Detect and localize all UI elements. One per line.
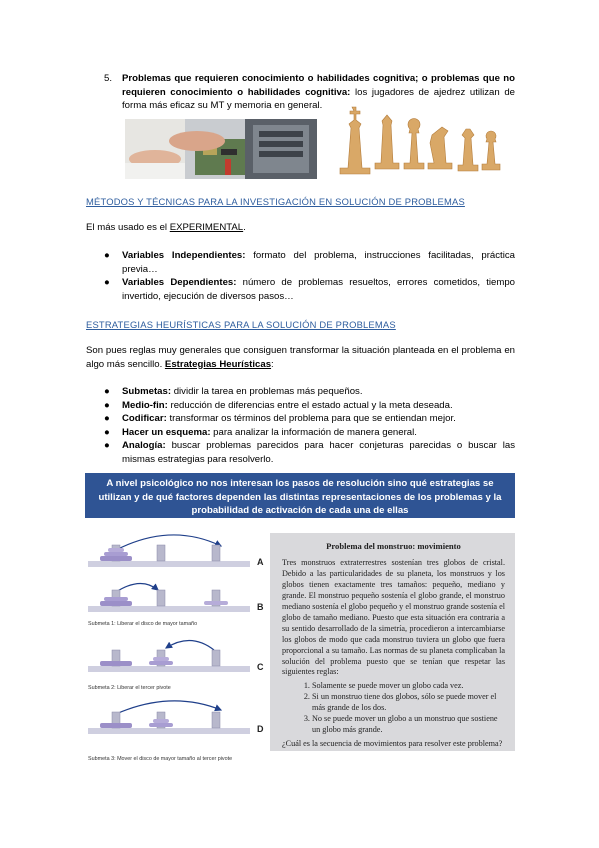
monster-problem-body: Tres monstruos extraterrestres sostenían tres globos de cristal. Debido a las particularidades de su planeta, los monstruos y los globos tienen exactamente tres tamaños: pequeño, mediano y grande. El monstruo pequeño sostenía el globo grande, el monstruo mediano sostenía el globo pequeño y el monstruo grande sostenía el globo de tamaño mediano. Puesto que esta situación era contraria a su sentido desarrollado de la simetría, procedieron a intercambiarse los globos de modo que cada monstruo tuviera un globo que fuera proporcional a su tamaño. Las normas de su planeta complicaban la solución del problema puesto que se tenían que respetar las siguientes reglas:	[282, 558, 505, 677]
list-item	[104, 412, 515, 426]
row-c-diagram	[88, 640, 250, 672]
bullet-icon: ●	[104, 413, 110, 425]
strategies-intro	[86, 344, 515, 371]
bullet-term: Variables Independientes:	[122, 250, 246, 261]
list-item: 1. Solamente se puede mover un globo cada vez.	[312, 681, 505, 692]
methods-bullet-list	[104, 249, 515, 303]
list-item: 3. No se puede mover un globo a un monstruo que sostiene un globo más grande.	[312, 714, 505, 736]
monster-rules-list	[282, 681, 505, 736]
bullet-icon: ●	[104, 250, 110, 261]
methods-intro-underlined: EXPERIMENTAL	[169, 222, 244, 233]
methods-intro-pre: El más usado es el	[86, 222, 170, 233]
bullet-icon: ●	[104, 426, 110, 438]
bullet-term: Hacer un esquema:	[122, 426, 211, 438]
list-item	[104, 249, 515, 276]
item-5-rest: los jugadores de ajedrez utilizan de forma más eficaz su MT y memoria en general.	[122, 86, 515, 112]
diagram-caption-1: Submeta 1: Liberar el disco de mayor tamaño	[88, 621, 198, 627]
bullet-term: Variables Dependientes:	[122, 277, 237, 289]
bullet-text: número de problemas resueltos, errores cometidos, tiempo invertido, ejecución de diversos pasos…	[122, 277, 515, 302]
strategies-intro-text: Son pues reglas muy generales que consiguen transformar la situación planteada en el problema en algo más sencillo.	[86, 345, 515, 370]
row-a-diagram	[88, 535, 250, 567]
highlight-banner: A nivel psicológico no nos interesan los pasos de resolución sino qué estrategias se utilizan y de qué factores dependen las distintas representaciones de los problemas y la probabilidad de activación de cada una de ellas	[85, 473, 515, 518]
strategies-bullet-list	[104, 385, 515, 467]
row-letter-a: A	[257, 557, 264, 567]
list-item: 2. Si un monstruo tiene dos globos, sólo se puede mover el más grande de los dos.	[312, 692, 505, 714]
list-item	[104, 439, 515, 466]
bullet-term: Submetas:	[122, 386, 172, 397]
list-item	[104, 399, 515, 413]
row-letter-c: C	[257, 662, 264, 672]
list-item	[104, 426, 515, 440]
monster-problem-panel	[270, 533, 515, 751]
bullet-term: Codificar:	[122, 413, 167, 425]
bullet-text: para analizar la información de manera general.	[210, 426, 417, 438]
item-5-bold: Problemas que requieren conocimiento o habilidades cognitiva; o problemas que no requieren conocimiento o habilidades cognitiva:	[122, 73, 515, 98]
item-number: 5.	[104, 73, 113, 84]
strategies-intro-underlined: Estrategias Heurísticas	[164, 358, 272, 370]
diagram-caption-2: Submeta 2: Liberar el tercer pivote	[88, 685, 171, 691]
diagram-caption-3: Submeta 3: Mover el disco de mayor tamaño al tercer pivote	[88, 756, 233, 762]
row-letter-d: D	[257, 724, 264, 734]
row-letter-b: B	[257, 602, 264, 612]
bullet-icon: ●	[104, 386, 110, 397]
bullet-term: Medio-fin:	[122, 399, 168, 411]
tower-of-hanoi-diagram	[86, 528, 266, 768]
list-item	[104, 385, 515, 399]
methods-intro-post: .	[243, 222, 246, 233]
monster-problem-title: Problema del monstruo: movimiento	[326, 541, 461, 551]
methods-intro	[86, 221, 246, 235]
bullet-text: dividir la tarea en problemas más pequeños.	[171, 386, 363, 397]
bullet-text: buscar problemas parecidos para hacer conjeturas parecidas o buscar las mismas estrategias para resolverlo.	[122, 440, 515, 466]
monster-problem-question: ¿Cuál es la secuencia de movimientos para resolver este problema?	[282, 738, 503, 748]
bullet-text: formato del problema, instrucciones facilitadas, práctica previa…	[122, 250, 515, 275]
bullet-icon: ●	[104, 399, 110, 411]
bullet-text: reducción de diferencias entre el estado actual y la meta deseada.	[167, 399, 453, 411]
chess-pieces-photo	[334, 101, 514, 180]
methods-heading: MÉTODOS Y TÉCNICAS PARA LA INVESTIGACIÓN EN SOLUCIÓN DE PROBLEMAS	[86, 196, 465, 207]
strategies-intro-post: :	[271, 358, 274, 370]
bullet-text: transformar os términos del problema para que se entiendan mejor.	[166, 413, 456, 425]
bullet-icon: ●	[104, 440, 110, 452]
bullet-term: Analogía:	[122, 440, 166, 452]
computer-repair-photo	[125, 119, 317, 179]
row-d-diagram	[88, 701, 250, 734]
list-item	[104, 276, 515, 303]
row-b-diagram	[88, 583, 250, 612]
bullet-icon: ●	[104, 277, 110, 289]
strategies-heading: ESTRATEGIAS HEURÍSTICAS PARA LA SOLUCIÓN DE PROBLEMAS	[86, 319, 396, 330]
